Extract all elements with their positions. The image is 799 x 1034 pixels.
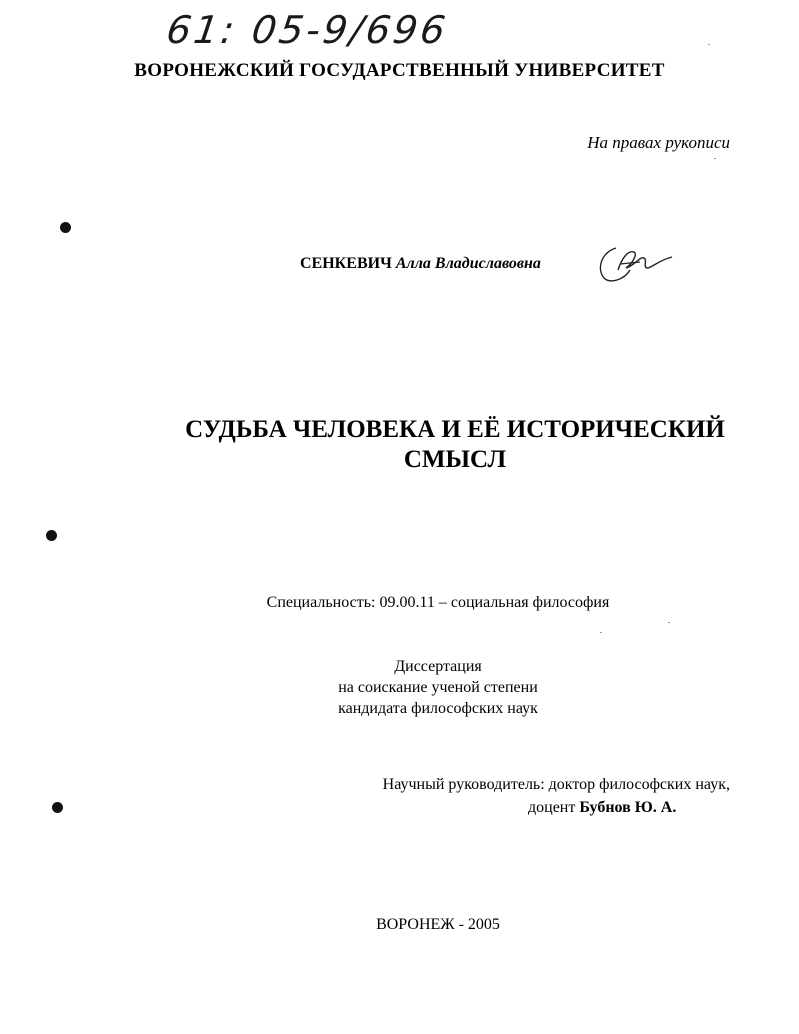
binder-hole-bottom [52,802,63,813]
supervisor-title: доцент [528,799,576,816]
author-signature [594,240,674,286]
scan-speck [600,632,602,633]
supervisor-line-2 [528,799,676,817]
author-surname: СЕНКЕВИЧ [300,255,392,272]
supervisor-line-1: Научный руководитель: доктор философских наук, [382,776,730,793]
specialty-line: Специальность: 09.00.11 – социальная философия [266,594,610,611]
dissertation-degree-block [0,656,799,719]
title-line-1: СУДЬБА ЧЕЛОВЕКА И ЕЁ ИСТОРИЧЕСКИЙ [185,416,725,443]
scan-speck [708,44,710,45]
supervisor-name: Бубнов Ю. А. [579,799,677,816]
scan-speck [668,622,670,623]
author-line [300,255,541,273]
title-line-2: СМЫСЛ [403,446,507,473]
dissertation-line-1: Диссертация [394,658,482,675]
author-given-names: Алла Владиславовна [395,255,541,272]
manuscript-note: На правах рукописи [587,133,730,152]
dissertation-line-3: кандидата философских наук [338,700,538,717]
university-name: ВОРОНЕЖСКИЙ ГОСУДАРСТВЕННЫЙ УНИВЕРСИТЕТ [134,60,665,81]
dissertation-title [0,415,799,475]
binder-hole-top [60,222,71,233]
scan-speck [714,158,716,159]
binder-hole-middle [46,530,57,541]
dissertation-line-2: на соискание ученой степени [338,679,538,696]
handwritten-catalog-code: 61: 05-9/696 [163,8,451,52]
city-year: ВОРОНЕЖ - 2005 [376,916,500,933]
